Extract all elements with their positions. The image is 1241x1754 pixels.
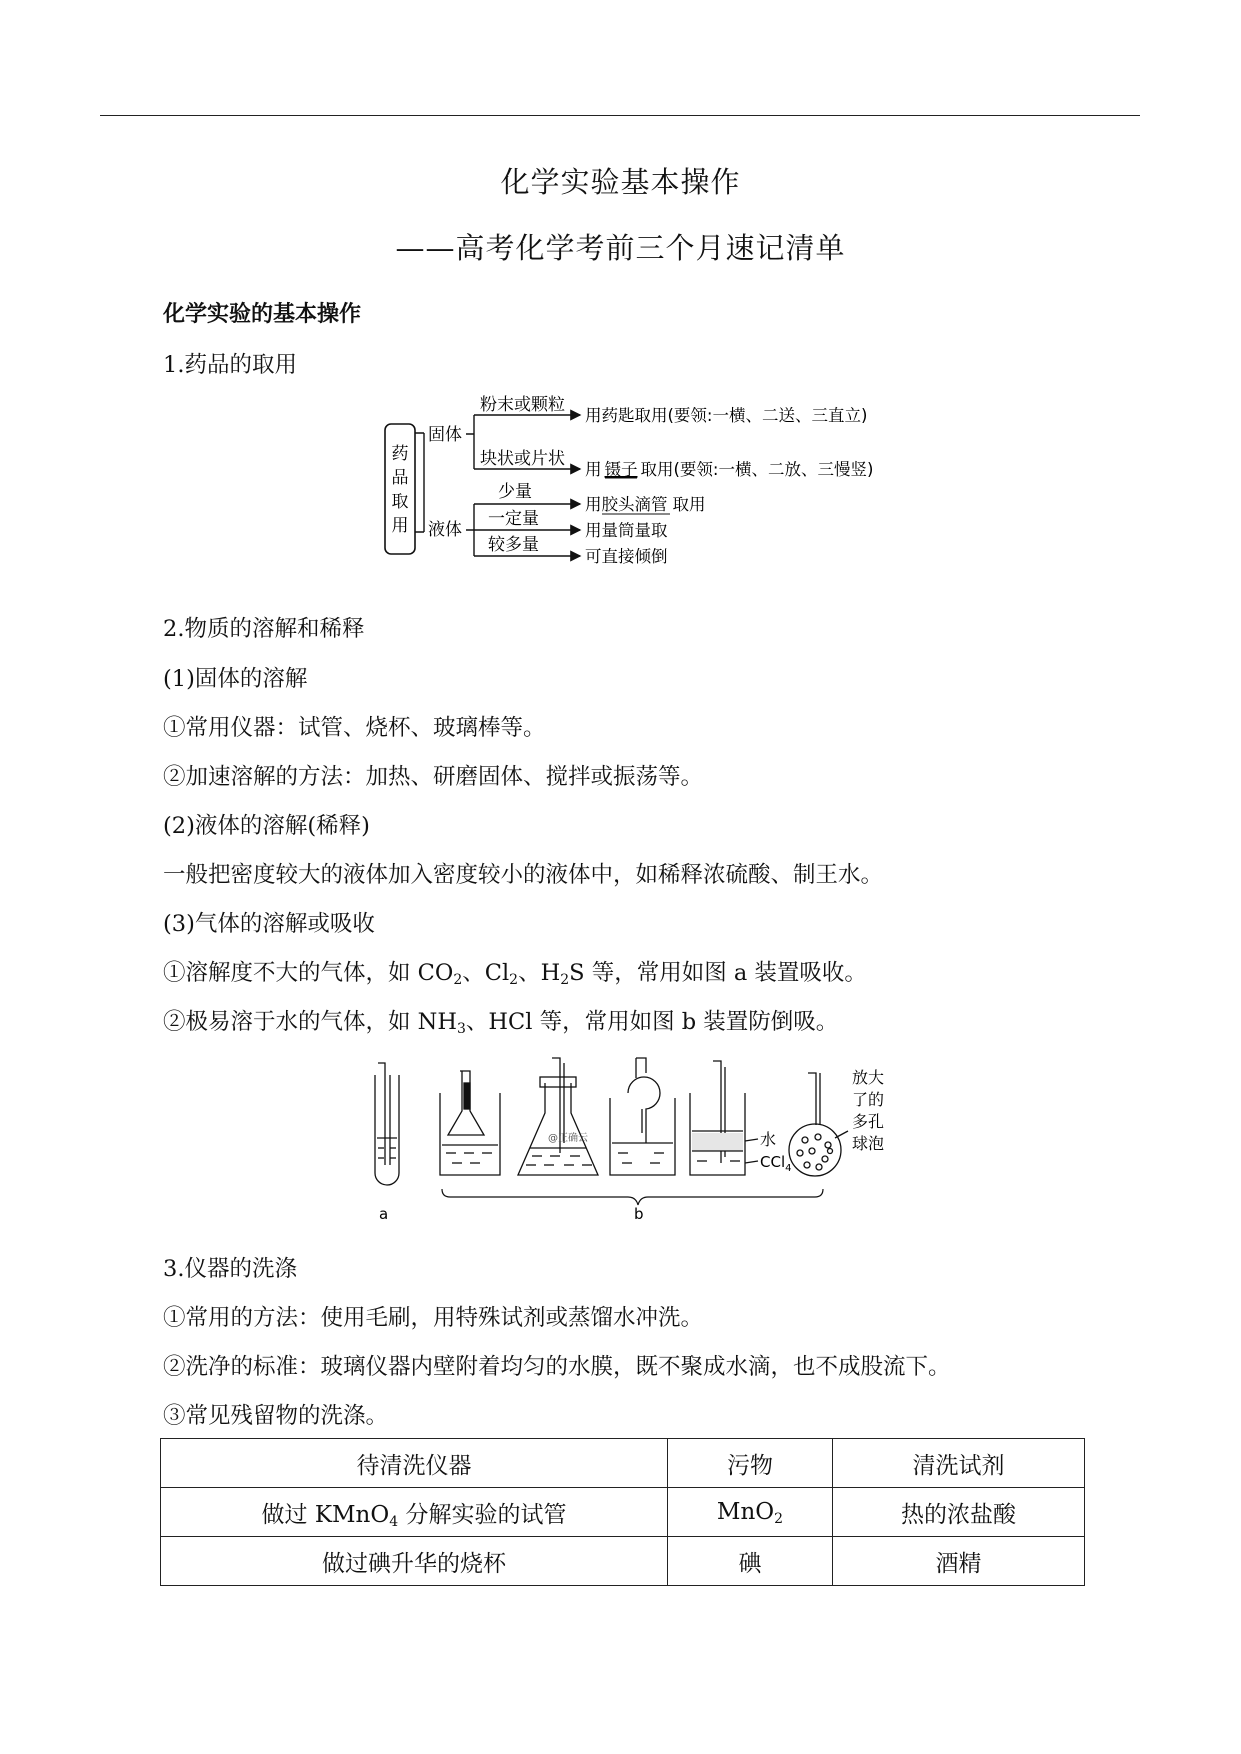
gas-absorption-figure <box>360 1053 940 1228</box>
s3-heading: 3.仪器的洗涤 <box>163 1256 297 1282</box>
s2-sub3-item1: ①溶解度不大的气体，如 $CO_2$、$Cl_2$、$H_2S$ 等，常用如图 a 装置吸收。 <box>163 960 867 988</box>
s2-sub1: (1)固体的溶解 <box>163 666 308 692</box>
header-rule <box>100 115 1140 116</box>
s2-sub2-text: 一般把密度较大的液体加入密度较小的液体中，如稀释浓硫酸、制王水。 <box>163 862 884 888</box>
liquid-label: 液体 <box>428 520 462 540</box>
s2-sub3: (3)气体的溶解或吸收 <box>163 911 375 937</box>
apparatus-b1 <box>440 1071 500 1175</box>
residue-cleaning-table <box>160 1438 1085 1586</box>
row2-residue: 碘 <box>668 1537 833 1586</box>
spoon-rule: 用药匙取用(要领:一横、二送、三直立) <box>585 406 868 425</box>
certain-label: 一定量 <box>488 509 539 529</box>
row1-residue: MnO$_2$ <box>668 1488 833 1537</box>
s2-sub1-item1: ①常用仪器：试管、烧杯、玻璃棒等。 <box>163 715 546 741</box>
row2-reagent: 酒精 <box>833 1537 1085 1586</box>
apparatus-b4 <box>690 1061 758 1175</box>
cylinder-rule: 用量筒量取 <box>585 521 668 540</box>
solid-label: 固体 <box>428 425 462 445</box>
label-b: b <box>634 1205 644 1223</box>
s2-heading: 2.物质的溶解和稀释 <box>163 616 365 642</box>
water-label: 水 <box>760 1130 777 1149</box>
watermark: @正确云 <box>548 1133 588 1144</box>
header-reagent: 清洗试剂 <box>833 1439 1085 1488</box>
tweezers-rule: 用 镊子 取用(要领:一横、二放、三慢竖) <box>585 460 874 479</box>
bulb-note-3: 多孔 <box>852 1112 885 1131</box>
root-char-1: 药 <box>391 444 409 464</box>
label-a: a <box>379 1205 389 1223</box>
s3-item2: ②洗净的标准：玻璃仪器内壁附着均匀的水膜，既不聚成水滴，也不成股流下。 <box>163 1354 951 1380</box>
ccl4-label: CCl$_4$ <box>760 1153 792 1174</box>
apparatus-b3 <box>610 1058 675 1175</box>
small-label: 少量 <box>498 482 532 502</box>
bulb-note-2: 了的 <box>852 1090 885 1109</box>
s2-sub1-item2: ②加速溶解的方法：加热、研磨固体、搅拌或振荡等。 <box>163 764 704 790</box>
header-residue: 污物 <box>668 1439 833 1488</box>
more-label: 较多量 <box>488 535 539 555</box>
dropper-rule: 用胶头滴管 取用 <box>585 495 706 514</box>
drug-taking-diagram <box>380 392 920 592</box>
root-char-3: 取 <box>391 492 409 512</box>
apparatus-b2 <box>518 1058 598 1175</box>
bulb-note-4: 球泡 <box>852 1134 885 1153</box>
table-header-row <box>161 1439 1085 1488</box>
table-row <box>161 1537 1085 1586</box>
pour-rule: 可直接倾倒 <box>585 547 668 566</box>
row1-reagent: 热的浓盐酸 <box>833 1488 1085 1537</box>
section-heading: 化学实验的基本操作 <box>163 302 362 327</box>
powder-label: 粉末或颗粒 <box>480 395 565 415</box>
row1-instrument: 做过 KMnO$_4$ 分解实验的试管 <box>161 1488 668 1537</box>
porous-bulb <box>789 1073 848 1176</box>
table-row <box>161 1488 1085 1537</box>
s2-sub2: (2)液体的溶解(稀释) <box>163 813 370 839</box>
row2-instrument: 做过碘升华的烧杯 <box>161 1537 668 1586</box>
s3-item1: ①常用的方法：使用毛刷，用特殊试剂或蒸馏水冲洗。 <box>163 1305 704 1331</box>
page-subtitle: ——高考化学考前三个月速记清单 <box>395 231 846 265</box>
root-char-4: 用 <box>391 516 409 536</box>
page-title: 化学实验基本操作 <box>500 165 741 199</box>
root-char-2: 品 <box>391 468 409 488</box>
bulb-note-1: 放大 <box>852 1068 885 1087</box>
lump-label: 块状或片状 <box>480 449 565 469</box>
s3-item3: ③常见残留物的洗涤。 <box>163 1403 389 1429</box>
brace-b <box>442 1189 823 1205</box>
apparatus-a <box>375 1063 399 1185</box>
header-instrument: 待清洗仪器 <box>161 1439 668 1488</box>
s2-sub3-item2: ②极易溶于水的气体，如 $NH_3$、HCl 等，常用如图 b 装置防倒吸。 <box>163 1009 839 1037</box>
s1-heading: 1.药品的取用 <box>163 352 297 378</box>
